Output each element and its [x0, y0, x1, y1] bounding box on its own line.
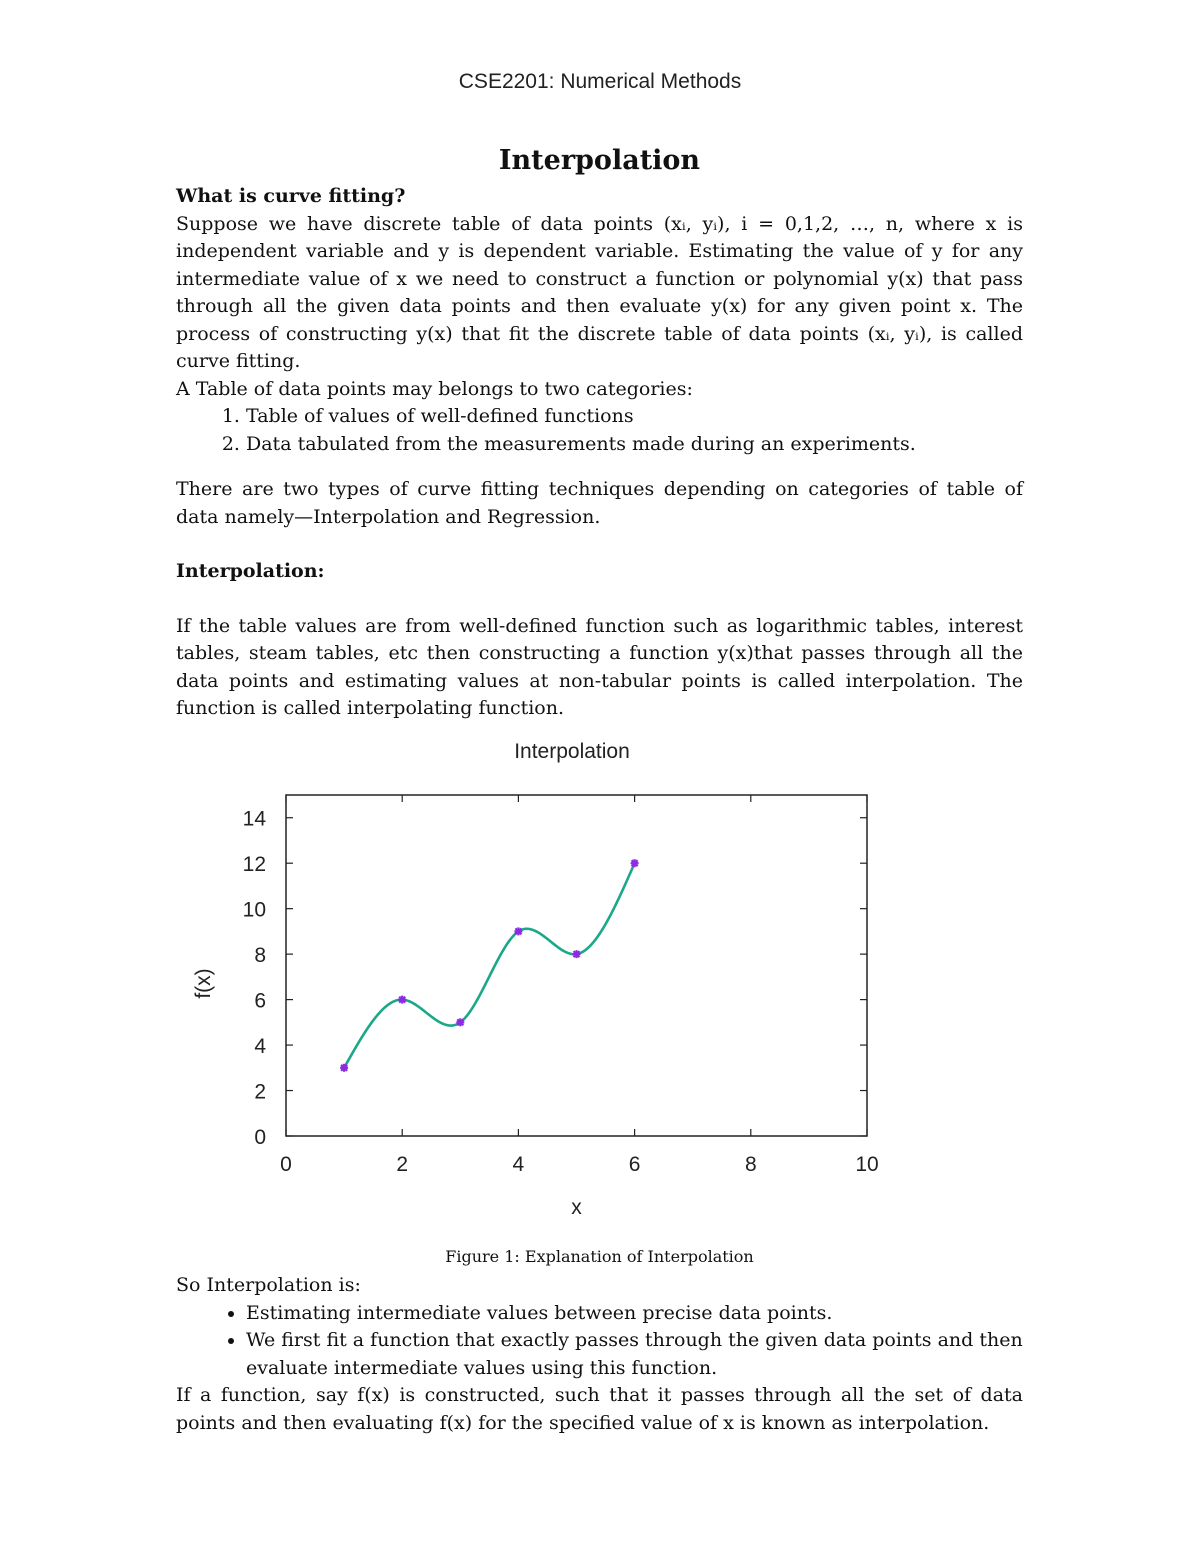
- data-point: [398, 995, 406, 1003]
- page-header: CSE2201: Numerical Methods: [458, 70, 742, 93]
- x-tick-label: 2: [396, 1152, 409, 1176]
- section-heading-interpolation: Interpolation:: [176, 560, 325, 582]
- y-axis-label: f(x): [192, 967, 215, 999]
- paragraph-categories-intro: A Table of data points may belongs to two categories:: [176, 377, 693, 400]
- data-point: [573, 950, 581, 958]
- data-point: [456, 1018, 464, 1026]
- y-tick-label: 8: [254, 943, 266, 967]
- list-item: • We first fit a function that exactly passes through the given data points and then evaluate intermediate values using this function.: [246, 1327, 1023, 1382]
- x-tick-label: 4: [512, 1152, 525, 1176]
- plot-frame: [286, 795, 867, 1136]
- data-point: [514, 927, 522, 935]
- page-title: Interpolation: [498, 145, 701, 176]
- y-tick-label: 10: [242, 898, 266, 922]
- interpolation-bullets: [176, 1300, 1023, 1383]
- x-tick-label: 8: [744, 1152, 757, 1176]
- paragraph-interpolation-intro: So Interpolation is:: [176, 1274, 361, 1296]
- paragraph-curve-fitting-definition: Suppose we have discrete table of data points (xᵢ, yᵢ), i = 0,1,2, …, n, where x is independent variable and y is dependent variable. Estimating the value of y for any intermediate value of x we need to construct a function or polynomial y(x) that pass through all the given data points and then evaluate y(x) for any given point x. The process of constructing y(x) that fit the discrete table of data points (xᵢ, yᵢ), is called curve fitting.: [176, 212, 1023, 372]
- interpolation-chart: [0, 723, 1200, 1243]
- y-tick-label: 4: [254, 1034, 266, 1058]
- section-heading-curve-fitting: What is curve fitting?: [176, 185, 406, 207]
- y-tick-label: 6: [254, 989, 266, 1013]
- y-tick-label: 0: [254, 1125, 266, 1149]
- y-tick-label: 14: [242, 807, 266, 831]
- document-body: [176, 143, 1023, 1437]
- paragraph-techniques: There are two types of curve fitting techniques depending on categories of table of data namely—Interpolation and Regression.: [176, 478, 1023, 528]
- paragraph-interpolation-closing: If a function, say f(x) is constructed, such that it passes through all the set of data points and then evaluating f(x) for the specified value of x is known as interpolation.: [176, 1384, 1023, 1434]
- data-point: [340, 1063, 348, 1071]
- x-tick-label: 0: [280, 1152, 292, 1176]
- list-item: 1. Table of values of well-defined functions: [246, 403, 1023, 431]
- figure-interpolation: [176, 723, 1023, 1243]
- interpolating-curve: [344, 863, 634, 1068]
- list-item: • Estimating intermediate values between precise data points.: [246, 1300, 1023, 1328]
- figure-caption: Figure 1: Explanation of Interpolation: [445, 1246, 754, 1266]
- x-axis-label: x: [571, 1195, 582, 1219]
- list-item: 2. Data tabulated from the measurements made during an experiments.: [246, 431, 1023, 459]
- paragraph-interpolation-definition: If the table values are from well-defined function such as logarithmic tables, interest tables, steam tables, etc then constructing a function y(x)that passes through all the data points and estimating values at non-tabular points is called interpolation. The function is called interpolating function.: [176, 614, 1023, 719]
- data-point: [631, 859, 639, 867]
- chart-title: Interpolation: [514, 739, 630, 763]
- x-tick-label: 10: [855, 1152, 879, 1176]
- y-tick-label: 2: [254, 1080, 266, 1104]
- x-tick-label: 6: [628, 1152, 641, 1176]
- y-tick-label: 12: [242, 852, 266, 876]
- categories-list: [176, 403, 1023, 458]
